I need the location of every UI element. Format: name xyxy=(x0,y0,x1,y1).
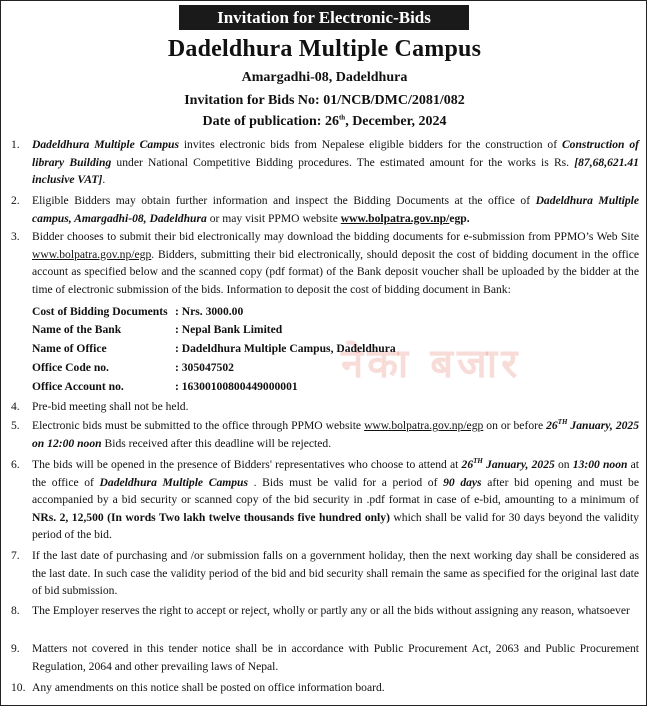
notice-banner: Invitation for Electronic-Bids xyxy=(179,5,469,30)
clause-10: 10. Any amendments on this notice shall be posted on office information board. xyxy=(11,681,385,694)
institution-address: Amargadhi-08, Dadeldhura xyxy=(241,70,408,85)
clause-7: 7. If the last date of purchasing and /or submission falls on a government holiday, then the next working day shall be considered as the last date. In such case the validity period of the bid and bid security shall remain the same as specified for the original last date of bid submission. xyxy=(11,549,639,597)
clause-8: 8. The Employer reserves the right to accept or reject, wholly or partly any or all the bids without assigning any reason, whatsoever xyxy=(11,604,630,617)
clause-2: 2. Eligible Bidders may obtain further information and inspect the Bidding Documents at the office of Dadeldhura Multiple campus, Amargadhi-08, Dadeldhura or may visit PPMO website www.bolpatra.gov.np/egp. xyxy=(11,194,639,225)
watermark-logo: नेका बजार xyxy=(341,341,522,387)
clause-5: 5. Electronic bids must be submitted to the office through PPMO website www.bolpatra.gov.np/egp on or before 26TH January, 2025 on 12:00 noon Bids received after this deadline will be rejected. xyxy=(11,418,640,450)
clause-1: 1. Dadeldhura Multiple Campus invites electronic bids from Nepalese eligible bidders for the construction of Construction of library Building under National Competitive Bidding procedures. The estimated amount for the works is Rs. [87,68,621.41 inclusive VAT]. xyxy=(11,138,639,186)
bank-row: Name of the Bank : Nepal Bank Limited xyxy=(32,323,283,336)
ppmo-link[interactable]: www.bolpatra.gov.np/ xyxy=(340,211,450,225)
office-code-row: Office Code no. : 305047502 xyxy=(32,361,234,374)
institution-title: Dadeldhura Multiple Campus xyxy=(167,36,482,62)
account-row: Office Account no. : 16300100800449000001 xyxy=(32,380,298,393)
clause-9: 9. Matters not covered in this tender notice shall be in accordance with Public Procurement Act, 2063 and Public Procurement Regulation, 2064 and other prevailing laws of Nepal. xyxy=(11,642,639,673)
clause-6: 6. The bids will be opened in the presence of Bidders' representatives who choose to attend at 26TH January, 2025 on 13:00 noon at the office of Dadeldhura Multiple Campus . Bids must be valid for a period of 90 days after bid opening and must be accompanied by a bid security or scanned copy of the bid security in .pdf format in case of e-bid, amounting to a minimum of NRs. 2, 12,500 (In words Two lakh twelve thousands five hundred only) which shall be valid for 30 days beyond the validity period of the bid. xyxy=(11,457,640,541)
clause-3: 3. Bidder chooses to submit their bid electronically may download the bidding documents for e-submission from PPMO’s Web Site www.bolpatra.gov.np/egp. Bidders, submitting their bid electronically, should deposit the cost of bidding document in the office account as specified below and the scanned copy (pdf format) of the Bank deposit voucher shall be uploaded by the bidder at the time of electronic submission of the bids. Information to deposit the cost of bidding document in Bank: xyxy=(11,230,639,296)
egp-link[interactable]: www.bolpatra.gov.np/egp xyxy=(32,247,152,261)
submission-link[interactable]: www.bolpatra.gov.np/egp xyxy=(364,419,484,432)
office-row: Name of Office : Dadeldhura Multiple Campus, Dadeldhura xyxy=(32,342,396,355)
publication-date: Date of publication: 26th, December, 2024 xyxy=(202,113,447,129)
cost-row: Cost of Bidding Documents : Nrs. 3000.00 xyxy=(32,305,244,318)
clause-4: 4. Pre-bid meeting shall not be held. xyxy=(11,400,189,413)
invitation-number: Invitation for Bids No: 01/NCB/DMC/2081/082 xyxy=(184,93,465,108)
